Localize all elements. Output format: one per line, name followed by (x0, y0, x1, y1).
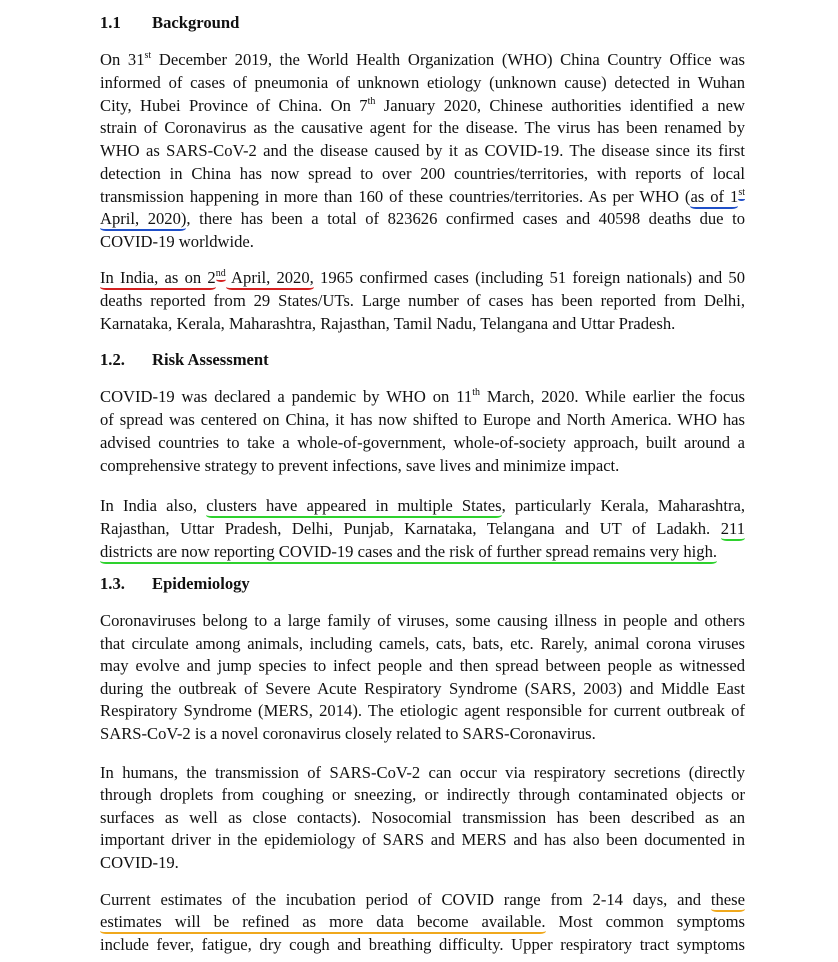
text-run: Coronaviruses belong to a large family of viruses, some causing illness in people and others (100, 611, 745, 630)
text-run: , there has been a total of 823626 confirmed cases and 40598 deaths due to (186, 209, 745, 229)
text-run: COVID-19 worldwide. (100, 232, 254, 251)
paragraph-line (100, 386, 745, 408)
highlighted-text: as of 1 (690, 187, 738, 209)
text-run: Current estimates of the incubation period of COVID range from 2-14 days, and (100, 890, 711, 909)
superscript: th (367, 95, 376, 107)
text-run: January 2020, Chinese authorities identified a new (375, 95, 745, 115)
paragraph-line (100, 934, 745, 956)
paragraph-line (100, 163, 745, 185)
highlighted-text: these (711, 890, 745, 912)
text-run: In India also, (100, 496, 207, 515)
paragraph-line (100, 208, 745, 230)
section-title: Epidemiology (152, 574, 250, 593)
section-number: 1.2. (100, 350, 125, 369)
text-run: City, Hubei Province of China. On 7 (100, 95, 368, 115)
paragraph-line (100, 186, 745, 208)
text-run: important driver in the epidemiology of SARS and MERS and has also been documented in (100, 830, 745, 850)
paragraph-line (100, 889, 745, 911)
text-run: transmission happening in more than 160 of these countries/territories. As per WHO ( (100, 186, 691, 206)
highlighted-text: April, 2020, (226, 268, 314, 290)
paragraph-line (100, 231, 745, 253)
paragraph-line (100, 723, 745, 745)
superscript: st (144, 50, 152, 61)
highlighted-text: st (738, 187, 745, 201)
paragraph-line (100, 117, 745, 139)
highlighted-text: nd (216, 268, 226, 282)
paragraph-line (100, 784, 745, 806)
paragraph-line (100, 49, 745, 71)
paragraph-line (100, 700, 745, 722)
text-run: of spread was centered on China, it has now shifted to Europe and North America. WHO has (100, 410, 745, 429)
paragraph-line (100, 95, 745, 117)
text-run: comprehensive strategy to prevent infections, save lives and minimize impact. (100, 456, 620, 475)
paragraph-line (100, 495, 745, 517)
text-run: SARS-CoV-2 is a novel coronavirus closely related to SARS-Coronavirus. (100, 724, 596, 743)
highlighted-text: districts are now reporting COVID-19 cases and the risk of further spread remains very high. (100, 542, 717, 564)
paragraph-line (100, 432, 745, 454)
paragraph-line (100, 290, 745, 312)
highlighted-text: estimates will be refined as more data become available. (100, 912, 546, 934)
text-run: COVID-19 was declared a pandemic by WHO on 11 (100, 387, 473, 406)
paragraph-line (100, 807, 745, 829)
text-run: detection in China has now spread to over 200 countries/territories, with reports of local (100, 163, 745, 183)
text-run: surfaces as well as close contacts). Nosocomial transmission has been described as an (100, 807, 745, 827)
text-run: Karnataka, Kerala, Maharashtra, Rajasthan, Tamil Nadu, Telangana and Uttar Pradesh. (100, 314, 676, 333)
paragraph-line (100, 852, 745, 874)
text-run: strain of Coronavirus as the causative agent for the disease. The virus has been renamed by (100, 118, 745, 138)
paragraph-line (100, 911, 745, 933)
section-number: 1.3. (100, 574, 125, 593)
superscript: th (472, 387, 480, 398)
section-number: 1.1 (100, 13, 121, 32)
paragraph-line (100, 313, 745, 335)
text-run: Most common symptoms (545, 912, 745, 932)
text-run: informed of cases of pneumonia of unknown etiology (unknown cause) detected in Wuhan (100, 72, 745, 92)
paragraph-line (100, 655, 745, 677)
highlighted-text: clusters have appeared in multiple States (206, 496, 501, 518)
text-run: March, 2020. While earlier the focus (479, 387, 745, 406)
text-run: In humans, the transmission of SARS-CoV-2 can occur via respiratory secretions (directly (100, 763, 745, 782)
section-title: Risk Assessment (152, 350, 269, 369)
text-run: Respiratory Syndrome (MERS, 2014). The etiologic agent responsible for current outbreak of (100, 701, 745, 721)
text-run: December 2019, the World Health Organization (WHO) China Country Office was (151, 50, 745, 69)
paragraph-line (100, 762, 745, 784)
section-title: Background (152, 13, 240, 32)
highlighted-text: 211 (721, 519, 745, 541)
paragraph-line (100, 72, 745, 94)
paragraph-line (100, 829, 745, 851)
text-run: advised countries to take a whole-of-government, whole-of-society approach, built around a (100, 433, 745, 452)
text-run: WHO as SARS-CoV-2 and the disease caused by it as COVID-19. The disease since its first (100, 141, 745, 160)
text-run: may evolve and jump species to infect people and then spread between people as witnessed (100, 656, 745, 676)
highlighted-text: In India, as on 2 (100, 268, 216, 290)
text-run: Rajasthan, Uttar Pradesh, Delhi, Punjab, Karnataka, Telangana and UT of Ladakh. (100, 519, 721, 538)
text-run: 1965 confirmed cases (including 51 foreign nationals) and 50 (313, 268, 745, 287)
text-run: COVID-19. (100, 852, 179, 872)
paragraph-line (100, 678, 745, 700)
paragraph-line (100, 518, 745, 540)
text-run: deaths reported from 29 States/UTs. Large number of cases has been reported from Delhi, (100, 291, 745, 310)
text-run: that circulate among animals, including camels, cats, bats, etc. Rarely, animal corona viruses (100, 633, 745, 653)
highlighted-text: April, 2020) (100, 209, 186, 231)
text-run: include fever, fatigue, dry cough and breathing difficulty. Upper respiratory tract symptoms (100, 934, 745, 954)
paragraph-line (100, 267, 745, 289)
text-run: , particularly Kerala, Maharashtra, (501, 496, 746, 515)
text-run: during the outbreak of Severe Acute Respiratory Syndrome (SARS, 2003) and Middle East (100, 678, 745, 698)
paragraph-line (100, 610, 745, 632)
paragraph-line (100, 140, 745, 162)
text-run: On 31 (100, 50, 145, 69)
paragraph-line (100, 541, 745, 563)
paragraph-line (100, 633, 745, 655)
paragraph-line (100, 455, 745, 477)
paragraph-line (100, 409, 745, 431)
text-run: through droplets from coughing or sneezing, or indirectly through contaminated objects or (100, 785, 745, 805)
